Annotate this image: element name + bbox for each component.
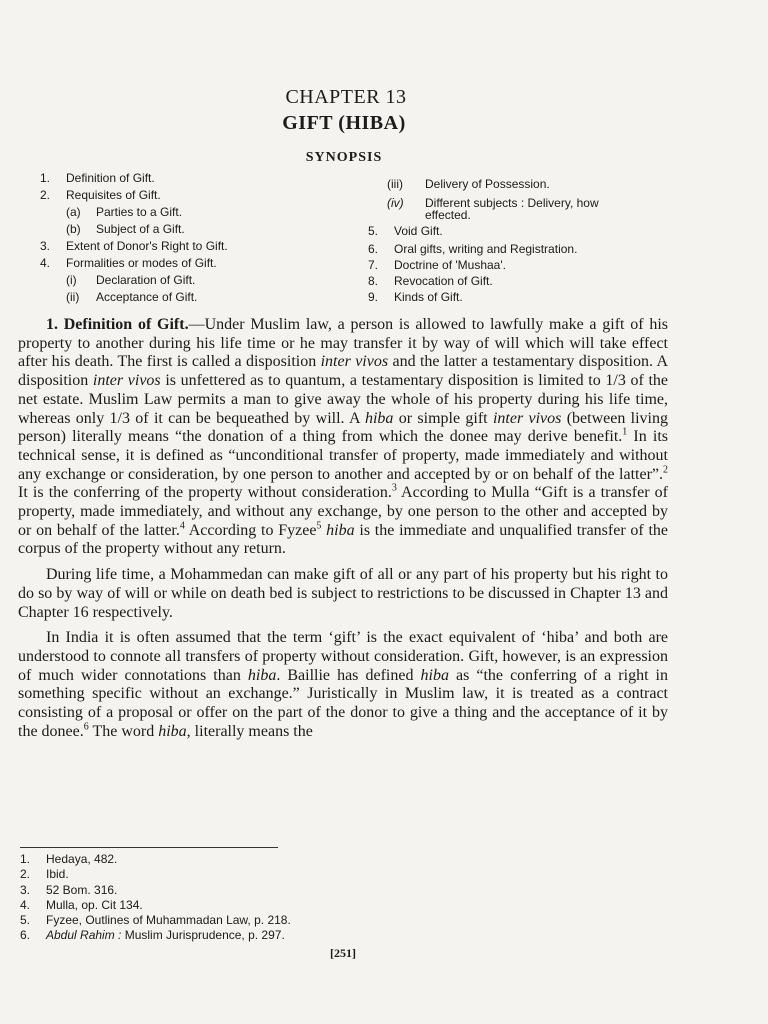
synopsis-item: 2. Requisites of Gift.	[40, 188, 161, 202]
footnote-ref: 1	[622, 426, 628, 438]
footnote-ref: 4	[179, 520, 185, 532]
footnote-ref: 3	[391, 483, 397, 494]
synopsis-item: (iv) Different subjects : Delivery, how	[387, 196, 599, 210]
chapter-title: GIFT (HIBA)	[282, 112, 406, 134]
synopsis-item: effected.	[425, 208, 471, 222]
synopsis-item: 3. Extent of Donor's Right to Gift.	[40, 239, 228, 253]
synopsis-item: (a) Parties to a Gift.	[66, 205, 183, 219]
footnote: 1. Hedaya, 482.	[20, 852, 118, 866]
synopsis-item: 4. Formalities or modes of Gift.	[40, 256, 217, 270]
paragraph-india: In India it is often assumed that the term ‘gift’ is the exact equivalent of ‘hiba’ and both are understood to connote all transfers of property without consideration. Gift, however, is an expression of much wider connotations than hiba. Baillie has defined hiba as “the conferring of a right in something specific without an exchange.” Juristically in Muslim law, it is treated as a contract consisting of a proposal or offer on the part of the donor to give a thing and the acceptance of it by the donee.$^6$ The word hiba, literally means the	[18, 629, 669, 740]
synopsis-item: (b) Subject of a Gift.	[66, 222, 185, 236]
synopsis-item: 9. Kinds of Gift.	[368, 290, 463, 304]
synopsis-item: (i) Declaration of Gift.	[66, 273, 196, 287]
synopsis-item: (iii) Delivery of Possession.	[387, 177, 550, 191]
synopsis-item: 6. Oral gifts, writing and Registration.	[368, 242, 578, 256]
paragraph-lifetime: During life time, a Mohammedan can make gift of all or any part of his property but his right to do so by way of will or while on death bed is subject to restrictions to be discussed in Chapter 13 and Chapter 16 respectively.	[18, 566, 668, 621]
synopsis-item: 1. Definition of Gift.	[40, 171, 155, 185]
footnote: 2. Ibid.	[20, 867, 69, 881]
footnote-divider	[20, 847, 278, 848]
footnote: 4. Mulla, op. Cit 134.	[20, 898, 143, 912]
footnote: 5. Fyzee, Outlines of Muhammadan Law, p. 218.	[20, 913, 291, 927]
footnote-ref: 6	[83, 721, 89, 733]
synopsis-heading: SYNOPSIS	[305, 150, 383, 165]
footnote-ref: 5	[316, 520, 322, 532]
synopsis-item: (ii) Acceptance of Gift.	[66, 290, 198, 304]
footnote-ref: 2	[663, 464, 668, 476]
page-number: [251]	[330, 946, 356, 960]
footnote: 3. 52 Bom. 316.	[20, 883, 118, 897]
synopsis-item: 5. Void Gift.	[368, 224, 443, 238]
synopsis-item: 7. Doctrine of 'Mushaa'.	[368, 258, 506, 272]
footnote: 6. Abdul Rahim : Muslim Jurisprudence, p. 297.	[20, 928, 285, 942]
section-heading: 1. Definition of Gift.	[46, 316, 189, 333]
synopsis-item: 8. Revocation of Gift.	[368, 274, 493, 288]
chapter-body	[18, 316, 668, 748]
chapter-number: CHAPTER 13	[285, 86, 407, 108]
paragraph-definition: 1. Definition of Gift.—Under Muslim law, a person is allowed to lawfully make a gift of his property to another during his life time or he may transfer it by way of will which will take effect after his death. The first is called a disposition inter vivos and the latter a testamentary disposition. A disposition inter vivos is unfettered as to quantum, a testamentary disposition is limited to 1/3 of the net estate. Muslim Law permits a man to give away the whole of his property during his life time, whereas only 1/3 of it can be bequeathed by will. A hiba or simple gift inter vivos (between living person) literally means “the donation of a thing from which the donee may derive benefit.$^1$ In its technical sense, it is defined as “unconditional transfer of property, made immediately and without any exchange or consideration, by one person to another and accepted by or on behalf of the latter”.$^2$ It is the conferring of the property without consideration.$^3$ According to Mulla “Gift is a transfer of property, made immediately, and without any exchange, by one person to the other and accepted by or on behalf of the latter.$^4$ According to Fyzee$^5$ hiba is the immediate and unqualified transfer of the corpus of the property without any return.	[18, 316, 669, 558]
